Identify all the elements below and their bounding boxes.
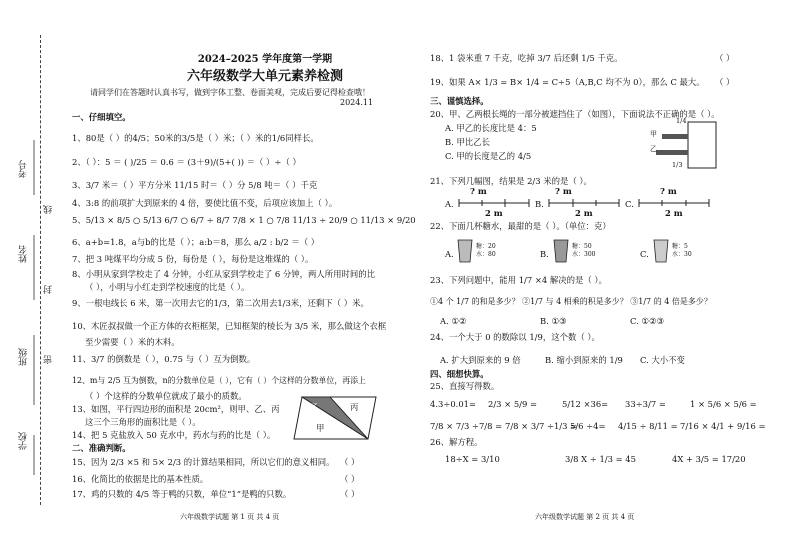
q22-option-c[interactable]: C. <box>640 249 649 259</box>
q20-option-b[interactable]: B. 甲比乙长 <box>445 137 490 147</box>
question-21: 21、下列几幅图，结果是 2/3 米的是（ ）。 <box>430 176 592 186</box>
q23-option-c[interactable]: C. ①②③ <box>630 316 664 326</box>
class-label: 班级 <box>19 348 29 366</box>
question-23: 23、下列问题中，能用 1/7 ×4 解决的是（ ）。 <box>430 275 607 285</box>
answer-15[interactable]: （ ） <box>340 457 360 467</box>
question-6: 6、a+b=1.8，a与b的比是（ ）；a:b＝8，那么 a/2 : b/2 ＝（ ） <box>72 237 320 247</box>
calc-r2-4: 4/15 ÷ 8/11 = <box>618 421 678 431</box>
rope-fraction-1: 1/4 <box>676 117 687 125</box>
question-4: 4、3:8 的前项扩大到原来的 4 倍，要使比值不变，后项应该加上（ ）。 <box>72 198 338 208</box>
exam-date: 2024.11 <box>340 98 374 107</box>
figure-label-bing: 丙 <box>350 402 359 412</box>
question-8-cont: （ ），小明与小红走到学校速度的比是（ ）。 <box>85 282 250 292</box>
q22-b-water: 水：300 <box>572 251 596 258</box>
calc-r1-4: 33÷3/7 = <box>625 399 666 409</box>
footer-left: 六年级数学试题 第 1 页 共 4 页 <box>180 513 280 521</box>
question-5: 5、5/13 × 8/5 ○ 5/13 6/7 ○ 6/7 ÷ 8/7 7/8 × 1 ○ 7/8 11/13 ÷ 20/9 ○ 11/13 × 9/20 <box>72 215 416 225</box>
calc-r2-3: 5/6 ÷4= <box>570 421 606 431</box>
question-22: 22、下面几杯糖水，最甜的是（ ）。（单位：克） <box>430 221 611 231</box>
name-label: 姓名 <box>19 245 29 263</box>
q21-c-total: 2 m <box>665 208 683 218</box>
equation-1: 18÷X = 3/10 <box>445 454 500 464</box>
q21-b-unknown: ? m <box>555 186 572 196</box>
question-12-cont: （ ）个这样的分数单位就成了最小的质数。 <box>85 391 247 401</box>
figure-label-jia: 甲 <box>316 423 325 433</box>
answer-18[interactable]: （ ） <box>715 53 735 63</box>
q20-option-a[interactable]: A. 甲乙的长度比是 4：5 <box>445 123 537 133</box>
calc-r2-1: 7/8 × 7/3 ÷7/8 = <box>430 421 503 431</box>
cut-mark-seal: 封 <box>44 285 54 294</box>
question-13-cont: 这三个三角形的面积比是（ ）。 <box>85 417 201 427</box>
q22-a-sugar: 糖：20 <box>476 243 496 250</box>
section-calculate: 四、细想快算。 <box>430 369 489 379</box>
question-20: 20、甲、乙两根长绳的一部分被遮挡住了（如图），下面说法不正确的是（ ）。 <box>430 109 720 119</box>
question-13: 13、如图，平行四边形的面积是 20cm²，则甲、乙、丙 <box>72 404 280 414</box>
q22-a-water: 水：80 <box>476 251 496 258</box>
calc-r2-2: 7/8 × 3/7 ÷1/3 = <box>505 421 578 431</box>
question-11: 11、3/7 的倒数是（ ），0.75 与（ ）互为倒数。 <box>72 354 256 364</box>
section-judge: 二、准确判断。 <box>72 443 131 453</box>
question-12: 12、m与 2/5 互为倒数，n的分数单位是（ ），它有（ ）个这样的分数单位，再添上 <box>72 376 366 385</box>
answer-17[interactable]: （ ） <box>340 489 360 499</box>
rope-label-yi: 乙 <box>650 145 657 153</box>
q22-cup-b <box>552 238 570 264</box>
question-23-statements: ①4 个 1/7 的和是多少？ ②1/7 与 4 相乘的积是多少？ ③1/7 的 4 倍是多少？ <box>430 297 712 306</box>
notice: 请同学们在答题时认真书写，做到字体工整、卷面美观，完成后要记得检查哦！ <box>90 88 370 97</box>
equation-3: 4X + 3/5 = 17/20 <box>672 454 746 464</box>
q23-option-b[interactable]: B. ①③ <box>540 316 567 326</box>
parallelogram-figure <box>290 393 380 443</box>
q21-option-c[interactable]: C. <box>625 199 634 209</box>
question-25: 25、直接写得数。 <box>430 381 500 391</box>
q20-option-c[interactable]: C. 甲的长度是乙的 4/5 <box>445 151 532 161</box>
cut-mark-secret: 密 <box>44 355 54 364</box>
answer-19[interactable]: （ ） <box>715 77 735 87</box>
exam-number-label: 考号 <box>19 160 29 178</box>
calc-r1-2: 2/3 × 5/9 = <box>488 399 537 409</box>
rope-fraction-2: 1/3 <box>672 161 683 169</box>
q22-c-sugar: 糖：5 <box>672 243 688 250</box>
answer-16[interactable]: （ ） <box>340 474 360 484</box>
q21-option-a[interactable]: A. <box>445 199 454 209</box>
calc-r1-5: 1 × 5/6 × 5/6 = <box>690 399 757 409</box>
q24-option-c[interactable]: C. 大小不变 <box>640 355 685 365</box>
q21-a-unknown: ? m <box>470 186 487 196</box>
section-fill-blank: 一、仔细填空。 <box>72 112 131 122</box>
question-14: 14、把 5 克盐放入 50 克水中，药水与药的比是（ ）。 <box>72 430 276 440</box>
school-label: 学校 <box>19 432 29 450</box>
q21-b-total: 2 m <box>575 208 593 218</box>
question-26: 26、解方程。 <box>430 437 483 447</box>
question-7: 7、把 3 吨煤平均分成 5 份，每份是（ ），每份是这堆煤的（ ）。 <box>72 254 314 264</box>
cut-mark-line: 线 <box>44 205 54 214</box>
page-title: 六年级数学大单元素养检测 <box>186 69 343 84</box>
q21-c-unknown: ? m <box>660 186 677 196</box>
q22-b-sugar: 糖：50 <box>572 243 592 250</box>
question-15: 15、因为 2/3 ×5 和 5× 2/3 的计算结果相同，所以它们的意义相同。 <box>72 457 335 467</box>
question-1: 1、80是（ ）的4/5；50米的3/5是（ ）米；（ ）米的1/6同样长。 <box>72 133 319 143</box>
figure-label-yi: 乙 <box>310 402 319 412</box>
question-24: 24、一个大于 0 的数除以 1/9，这个数（ ）。 <box>430 332 600 342</box>
equation-2: 3/8 X ÷ 1/3 = 45 <box>565 454 636 464</box>
q22-option-b[interactable]: B. <box>540 249 549 259</box>
rope-figure <box>650 117 720 175</box>
q22-cup-c <box>652 238 670 264</box>
calc-r2-5: 7/16 × 4/1 + 9/16 = <box>680 421 766 431</box>
question-10-cont: 至少需要（ ）米的木料。 <box>85 337 180 347</box>
q22-cup-a <box>456 238 474 264</box>
section-choice: 三、谨慎选择。 <box>430 96 489 106</box>
q22-option-a[interactable]: A. <box>445 249 454 259</box>
q22-c-water: 水：30 <box>672 251 692 258</box>
question-16: 16、化简比的依据是比的基本性质。 <box>72 474 209 484</box>
binding-field-lines <box>28 140 42 480</box>
q21-a-total: 2 m <box>485 208 503 218</box>
question-10: 10、木匠叔叔做一个正方体的衣柜框架，已知框架的棱长为 3/5 米，那么做这个衣框 <box>72 321 387 331</box>
question-3: 3、3/7 米＝（ ）平方分米 11/15 时＝（ ）分 5/8 吨＝（ ）千克 <box>72 180 318 190</box>
calc-r1-3: 5/12 ×36= <box>562 399 609 409</box>
calc-r1-1: 4.3÷0.01= <box>430 399 477 409</box>
q24-option-b[interactable]: B. 缩小到原来的 1/9 <box>545 355 623 365</box>
q24-option-a[interactable]: A. 扩大到原来的 9 倍 <box>440 355 521 365</box>
question-19: 19、如果 A× 1/3 = B× 1/4 = C÷5（A,B,C 均不为 0），那么 C 最大。 <box>430 77 705 87</box>
question-2: 2、（ ）：5 ＝ ( )/25 ＝ 0.6 ＝ (3＋9)/(5+( )) ＝（ ）÷（ ） <box>72 157 301 167</box>
q21-option-b[interactable]: B. <box>535 199 544 209</box>
q23-option-a[interactable]: A. ①② <box>440 316 467 326</box>
question-18: 18、1 袋米重 7 千克，吃掉 3/7 后还剩 1/5 千克。 <box>430 53 623 63</box>
rope-label-jia: 甲 <box>650 130 657 138</box>
footer-right: 六年级数学试题 第 2 页 共 4 页 <box>535 513 635 521</box>
question-17: 17、鸡的只数的 4/5 等于鸭的只数，单位“1”是鸭的只数。 <box>72 489 292 499</box>
question-9: 9、一根电线长 6 米，第一次用去它的1/3，第二次用去1/3米，还剩下（ ）米。 <box>72 298 369 308</box>
school-year: 2024–2025 学年度第一学期 <box>197 54 333 65</box>
question-8: 8、小明从家到学校走了 4 分钟，小红从家到学校走了 6 分钟，两人所用时间的比 <box>72 269 376 279</box>
